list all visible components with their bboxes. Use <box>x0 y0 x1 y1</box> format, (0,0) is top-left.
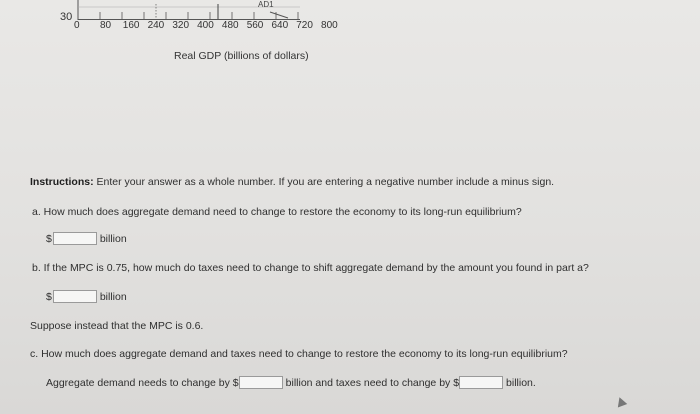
question-a-answer-row <box>46 232 127 245</box>
unit-label: billion <box>99 232 127 245</box>
taxes-input[interactable] <box>459 376 503 389</box>
x-tick-labels <box>100 20 343 31</box>
question-b-text: b. If the MPC is 0.75, how much do taxes need to change to shift aggregate demand by the amount you found in part a? <box>32 262 589 274</box>
y-tick-label: 30 <box>60 11 73 23</box>
question-a-text: a. How much does aggregate demand need to change to restore the economy to its long-run equilibrium? <box>32 206 522 218</box>
ad-change-prefix: Aggregate demand needs to change by $ <box>46 376 239 389</box>
taxes-change-text: billion and taxes need to change by $ <box>285 376 460 389</box>
x-tick-label: 640 <box>271 20 289 31</box>
x-tick-label: 560 <box>246 20 264 31</box>
x-origin-label: 0 <box>74 20 80 31</box>
suppose-text: Suppose instead that the MPC is 0.6. <box>30 320 204 332</box>
x-tick-label: 80 <box>100 20 112 31</box>
instructions-text: Enter your answer as a whole number. If you are entering a negative number include a minus sign. <box>93 176 555 188</box>
x-tick-label: 160 <box>122 20 140 31</box>
aggregate-demand-input[interactable] <box>239 376 283 389</box>
currency-symbol: $ <box>46 290 52 303</box>
currency-symbol: $ <box>46 232 52 245</box>
x-tick-label: 400 <box>197 20 214 31</box>
unit-label: billion <box>99 290 127 303</box>
ad-curve-label: AD1 <box>258 0 274 9</box>
billion-suffix: billion. <box>506 376 536 389</box>
question-b-input[interactable] <box>53 290 97 303</box>
question-c-answer-row <box>46 376 536 389</box>
instructions-label: Instructions: <box>30 176 94 188</box>
question-c-text: c. How much does aggregate demand and taxes need to change to restore the economy to its long-run equilibrium? <box>30 348 568 360</box>
instructions <box>30 176 554 188</box>
x-tick-label: 480 <box>221 20 239 31</box>
x-axis-label: Real GDP (billions of dollars) <box>174 50 309 62</box>
x-tick-label: 800 <box>321 20 338 31</box>
mouse-cursor-icon <box>615 396 627 408</box>
x-tick-label: 320 <box>172 20 190 31</box>
x-tick-label: 720 <box>296 20 313 31</box>
gdp-graph <box>56 0 338 62</box>
x-tick-label: 240 <box>147 20 165 31</box>
question-a-input[interactable] <box>53 232 97 245</box>
question-b-answer-row <box>46 290 127 303</box>
